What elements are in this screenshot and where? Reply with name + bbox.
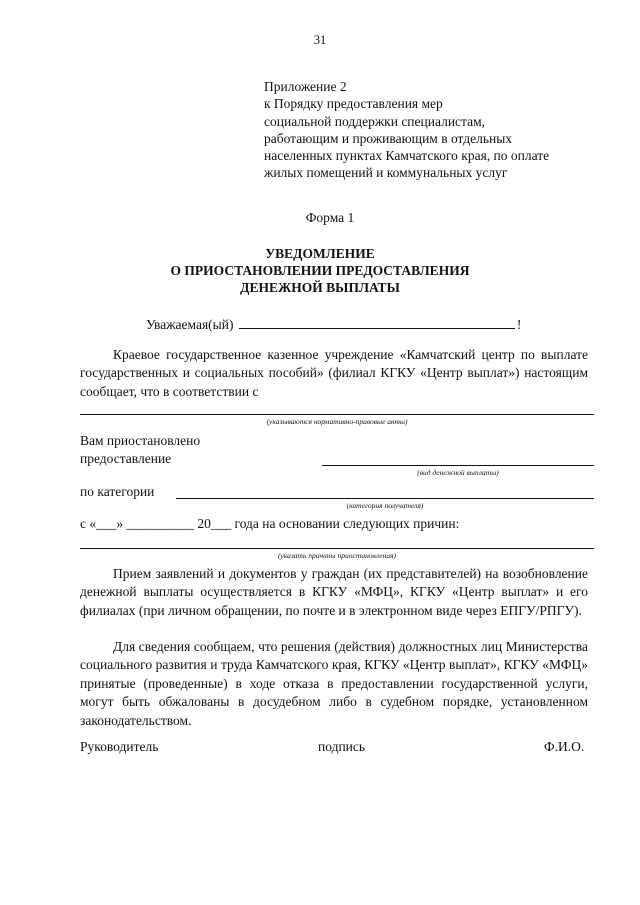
suspended-label-1: Вам приостановлено [80,433,201,448]
page-number: 31 [313,33,327,47]
greeting [146,314,521,333]
title-line: УВЕДОМЛЕНИЕ [265,246,375,261]
legal-acts-field[interactable] [80,414,594,415]
suspended-label-2: предоставление [80,451,172,466]
appendix-line: работающим и проживающим в отдельных [264,130,513,146]
appendix-line: к Порядку предоставления мер [264,96,443,112]
greeting-suffix: ! [516,317,522,332]
paragraph-reception: Прием заявлений и документов у граждан (их представителей) на возобновление денежной выплаты осуществляется в КГКУ «МФЦ», КГКУ «Центр выплат» и его филиалах (при личном обращении, по почте и в электронном виде через ЕПГУ/РПГУ). [80,566,588,618]
appendix-header [264,78,549,182]
signature-head: Руководитель [80,739,159,754]
category-label: по категории [80,484,155,499]
appendix-line: социальной поддержки специалистам, [264,113,486,129]
form-label: Форма 1 [305,210,355,225]
payment-type-field[interactable] [322,465,594,466]
date-line: с «___» __________ 20___ года на основании следующих причин: [80,516,460,531]
hint-category: (категория получателя) [346,501,424,510]
intro-paragraph: Краевое государственное казенное учреждение «Камчатский центр по выплате государственных и социальных пособий» (филиал КГКУ «Центр выплат») настоящим сообщает, что в соответствии с [80,347,588,399]
appendix-line: Приложение 2 [264,79,347,94]
appendix-line: жилых помещений и коммунальных услуг [264,165,508,181]
hint-reasons: (указать причины приостановления) [277,551,397,560]
hint-payment-type: (вид денежной выплаты) [417,468,499,477]
signature-name: Ф.И.О. [544,739,585,754]
title-line: ДЕНЕЖНОЙ ВЫПЛАТЫ [240,280,400,295]
recipient-name-field[interactable] [239,314,515,329]
greeting-prefix: Уважаемая(ый) [146,317,234,332]
signature-sign: подпись [318,739,366,754]
document-title [0,245,640,296]
title-line: О ПРИОСТАНОВЛЕНИИ ПРЕДОСТАВЛЕНИЯ [170,263,470,278]
hint-acts: (указываются нормативно-правовые акты) [266,417,408,426]
paragraph-appeal: Для сведения сообщаем, что решения (действия) должностных лиц Министерства социального развития и труда Камчатского края, КГКУ «Центр выплат», КГКУ «МФЦ» принятые (проведенные) в ходе отказа в предоставлении государственной услуги, могут быть обжалованы в досудебном либо в судебном порядке, установленном законодательством. [80,639,588,728]
category-field[interactable] [176,498,594,499]
reasons-field[interactable] [80,548,594,549]
appendix-line: населенных пунктах Камчатского края, по оплате [264,148,550,164]
